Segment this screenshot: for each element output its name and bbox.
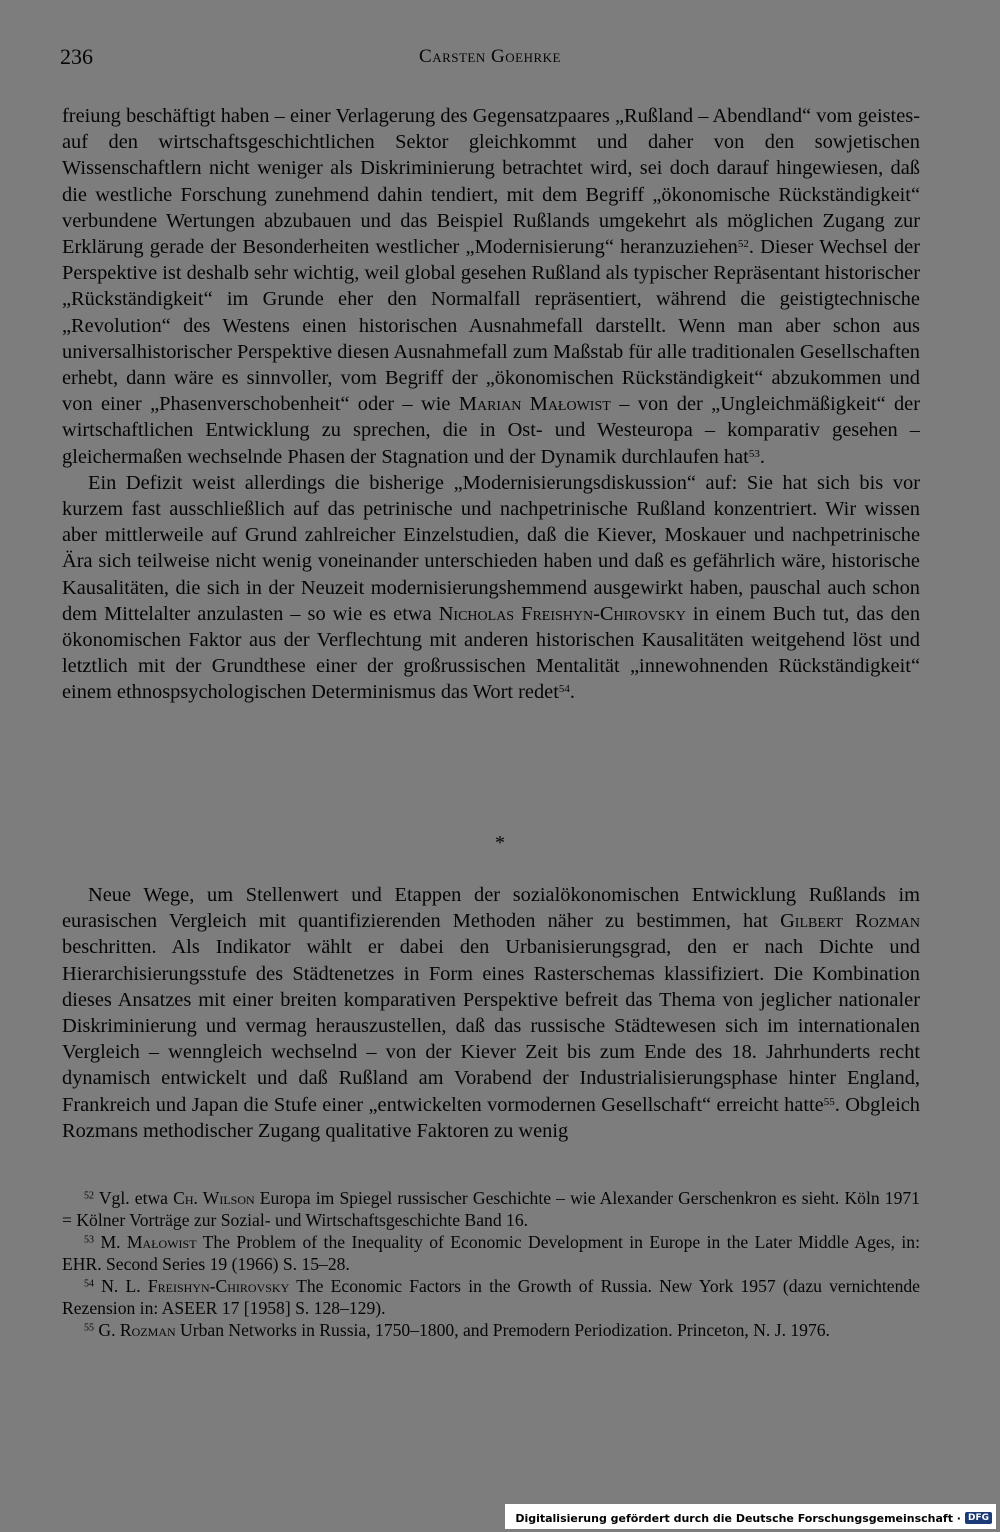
paragraph-2 xyxy=(62,470,920,706)
footnote xyxy=(62,1319,920,1341)
section-separator: * xyxy=(495,832,505,854)
footnote-text: The Economic Factors in the Growth of Russia. New York 1957 (dazu vernichtende Rezension in: ASEER 17 [1958] S. 128–129). xyxy=(62,1276,920,1318)
footer-text: Digitalisierung gefördert durch die Deutsche Forschungsgemeinschaft · xyxy=(515,1511,961,1525)
running-title: Carsten Goehrke xyxy=(419,46,561,67)
footnote xyxy=(62,1187,920,1231)
page-header xyxy=(60,44,920,76)
footnote-author: Rozman xyxy=(119,1320,176,1340)
paragraph-3 xyxy=(62,882,920,1144)
footnote-text: The Problem of the Inequality of Economic Development in Europe in the Later Middle Ages, in: EHR. Second Series 19 (1966) S. 15–28. xyxy=(62,1232,920,1274)
footnote-number: 55 xyxy=(84,1322,94,1334)
footnote-author: Małowist xyxy=(126,1232,197,1252)
footnote-text: Europa im Spiegel russischer Geschichte – wie Alexander Gerschenkron es sieht. Köln 1971 = Kölner Vorträge zur Sozial- und Wirtschaftsgeschichte Band 16. xyxy=(62,1188,920,1230)
footnote-number: 53 xyxy=(84,1234,94,1246)
paragraph-2-text-a: Ein Defizit weist allerdings die bisherige „Modernisierungsdiskussion“ auf: Sie hat sich bis vor kurzem fast ausschließlich auf das petrinische und nachpetrinische Rußland konzentriert. Wir wissen aber mittlerweile auf Grund zahlreicher Einzelstudien, daß die Kiever, Moskauer und nachpetrinische Ära sich teilweise nicht wenig voneinander unterschieden haben und daß es gefährlich wäre, historische Kausalitäten, die sich in der Neuzeit modernisierungshemmend ausgewirkt haben, pauschal auch schon dem Mittelalter anzulasten – so wie es etwa xyxy=(62,471,920,625)
dfg-logo: DFG xyxy=(965,1512,992,1524)
footnote-prefix: Vgl. etwa xyxy=(98,1188,174,1208)
paragraph-3-text-a: Neue Wege, um Stellenwert und Etappen der sozialökonomischen Entwicklung Rußlands im eurasischen Vergleich mit quantifizierenden Methoden näher zu bestimmen, hat xyxy=(62,884,920,933)
footnote-author: Freishyn-Chirovsky xyxy=(147,1276,290,1296)
paragraph-1-text-b: . Dieser Wechsel der Perspektive ist deshalb sehr wichtig, weil global gesehen Rußland als typischer Repräsentant historischer „Rückständigkeit“ im Grunde eher den Normalfall repräsentiert, während die geistigtechnische „Revolution“ des Westens einen historischen Ausnahmefall darstellt. Wenn man aber schon aus universalhistorischer Perspektive diesen Ausnahmefall zum Maßstab für alle traditionalen Gesellschaften erhebt, dann wäre es sinnvoller, vom Begriff der „ökonomischen Rückständigkeit“ abzukommen und von einer „Phasenverschobenheit“ oder – wie xyxy=(62,236,920,416)
footnote-number: 54 xyxy=(84,1278,94,1290)
paragraph-2-text-b: in einem Buch tut, das den ökonomischen Faktor aus der Verflechtung mit anderen historischen Kausalitäten weitgehend löst und letztlich mit der Grundthese einer der großrussischen Mentalität „innewohnenden Rückständigkeit“ einem ethnospsychologischen Determinismus das Wort redet xyxy=(62,602,921,704)
footnote-prefix: G. xyxy=(98,1320,120,1340)
footnote xyxy=(62,1231,920,1275)
author-name-freishyn: Nicholas Freishyn-Chirovsky xyxy=(438,602,686,625)
footnote-ref-55: 55 xyxy=(823,1095,835,1108)
paragraph-3-text-b: beschritten. Als Indikator wählt er dabei den Urbanisierungsgrad, den er nach Dichte und Hierarchisierungsstufe des Städtenetzes in Form eines Rasterschemas klassifiziert. Die Kombination dieses Ansatzes mit einer breiten komparativen Perspektive befreit das Thema von jeglicher nationaler Diskriminierung und vermag herauszustellen, daß das russische Städtewesen sich im internationalen Vergleich – wenngleich wechselnd – von der Kiever Zeit bis zum Ende des 18. Jahrhunderts recht dynamisch entwickelt und daß Rußland am Vorabend der Industrialisierungsphase hinter England, Frankreich und Japan die Stufe einer „entwickelten vormodernen Gesellschaft“ erreicht hatte xyxy=(62,936,920,1116)
paragraph-1-text-d: . xyxy=(759,445,765,468)
digitization-footer xyxy=(505,1504,996,1529)
footnote-number: 52 xyxy=(84,1190,94,1202)
paragraph-1-text-c: – von der „Ungleichmäßigkeit“ der wirtschaftlichen Entwicklung zu sprechen, die in Ost- und Westeuropa – komparativ gesehen – gleichermaßen wechselnde Phasen der Stagnation und der Dynamik durchlaufen hat xyxy=(62,393,920,468)
paragraph-1 xyxy=(62,103,920,470)
footnote-prefix: M. xyxy=(100,1232,127,1252)
footnote-author: Ch. Wilson xyxy=(173,1188,255,1208)
paragraph-2-text-c: . xyxy=(569,681,575,704)
author-name-malowist: Marian Małowist xyxy=(458,393,611,416)
author-name-rozman: Gilbert Rozman xyxy=(780,910,920,933)
footnote-ref-52: 52 xyxy=(737,237,749,250)
paragraph-1-text-a: freiung beschäftigt haben – einer Verlagerung des Gegensatzpaares „Rußland – Abendland“ vom geistes- auf den wirtschaftsgeschichtlichen Sektor gleichkommt und daher von den sowjetischen Wissenschaftlern nicht weniger als Diskriminierung betrachtet wird, sei doch darauf hingewiesen, daß die westliche Forschung zunehmend dahin tendiert, mit dem Begriff „ökonomische Rückständigkeit“ verbundene Wertungen abzubauen und das Beispiel Rußlands umgekehrt als möglichen Zugang zur Erklärung gerade der Besonderheiten westlicher „Modernisierung“ heranzuziehen xyxy=(62,105,920,259)
main-text xyxy=(62,103,920,706)
footnote-ref-53: 53 xyxy=(748,447,760,460)
footnotes xyxy=(62,1187,920,1341)
footnote-prefix: N. L. xyxy=(101,1276,148,1296)
page-number: 236 xyxy=(60,44,93,69)
footnote-ref-54: 54 xyxy=(558,683,570,696)
footnote xyxy=(62,1275,920,1319)
footnote-text: Urban Networks in Russia, 1750–1800, and Premodern Periodization. Princeton, N. J. 1976. xyxy=(175,1320,830,1340)
main-text-continued xyxy=(62,882,920,1144)
paragraph-3-text-c: . Obgleich Rozmans methodischer Zugang qualitative Faktoren zu wenig xyxy=(62,1093,920,1142)
